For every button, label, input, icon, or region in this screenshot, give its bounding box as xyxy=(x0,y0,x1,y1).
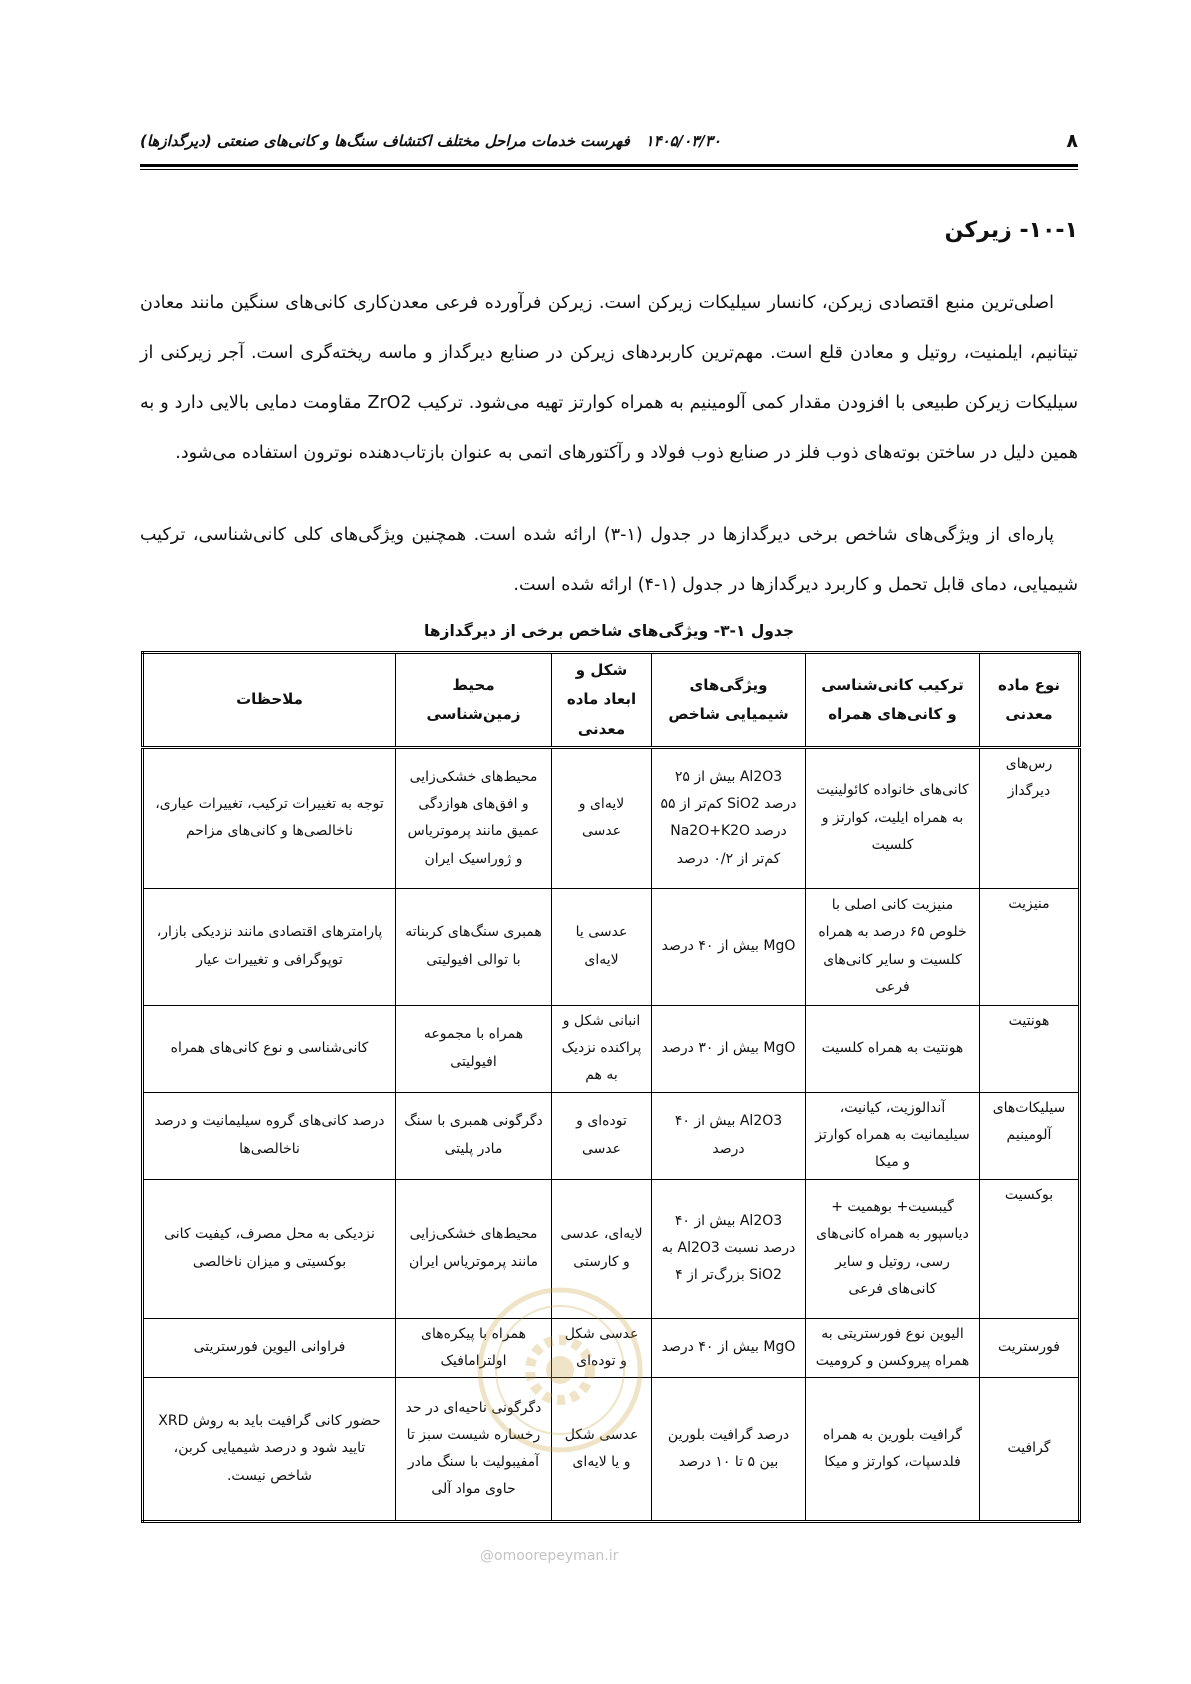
cell-shape: عدسی شکل و یا لایه‌ای xyxy=(552,1378,652,1522)
header-date: ۱۴۰۵/۰۳/۳۰ xyxy=(645,132,721,150)
cell-composition: گیبسیت+ بوهمیت + دیاسپور به همراه کانی‌های رسی، روتیل و سایر کانی‌های فرعی xyxy=(806,1179,980,1318)
table-header-row xyxy=(143,653,1080,748)
table-caption: جدول ۱-۳- ویژگی‌های شاخص برخی از دیرگدازها xyxy=(423,622,795,640)
cell-notes: فراوانی الیوین فورستریتی xyxy=(143,1318,396,1378)
cell-notes: حضور کانی گرافیت باید به روش XRD تایید شود و درصد شیمیایی کربن، شاخص نیست. xyxy=(143,1378,396,1522)
section-title: ۱۰-۱- زیرکن xyxy=(944,218,1078,243)
cell-chemistry: Al2O3 بیش از ۲۵ درصد SiO2 کم‌تر از ۵۵ درصد Na2O+K2O کم‌تر از ۰/۲ درصد xyxy=(652,747,806,888)
cell-composition: منیزیت کانی اصلی با خلوص ۶۵ درصد به همراه کلسیت و سایر کانی‌های فرعی xyxy=(806,888,980,1005)
cell-shape: عدسی شکل و توده‌ای xyxy=(552,1318,652,1378)
cell-composition: الیوین نوع فورستریتی به همراه پیروکسن و کرومیت xyxy=(806,1318,980,1378)
table-row xyxy=(143,1092,1080,1179)
cell-notes: پارامترهای اقتصادی مانند نزدیکی بازار، توپوگرافی و تغییرات عیار xyxy=(143,888,396,1005)
cell-chemistry: Al2O3 بیش از ۴۰ درصد نسبت Al2O3 به SiO2 بزرگ‌تر از ۴ xyxy=(652,1179,806,1318)
cell-mineral: هونتیت xyxy=(980,1005,1080,1092)
header-text xyxy=(140,132,721,150)
header-mineral-type: نوع ماده معدنی xyxy=(980,653,1080,748)
paragraph-table-intro: پاره‌ای از ویژگی‌های شاخص برخی دیرگدازها در جدول (۱-۳) ارائه شده است. همچنین ویژگی‌های کلی کانی‌شناسی، ترکیب شیمیایی، دمای قابل تحمل و کاربرد دیرگدازها در جدول (۱-۴) ارائه شده است. xyxy=(140,525,1078,595)
table-row xyxy=(143,888,1080,1005)
cell-mineral: منیزیت xyxy=(980,888,1080,1005)
cell-mineral: سیلیکات‌های آلومینیم xyxy=(980,1092,1080,1179)
cell-geology: دگرگونی ناحیه‌ای در حد رخساره شیست سبز تا آمفیبولیت با سنگ مادر حاوی مواد آلی xyxy=(396,1378,552,1522)
cell-notes: نزدیکی به محل مصرف، کیفیت کانی بوکسیتی و میزان ناخالصی xyxy=(143,1179,396,1318)
page-number: ۸ xyxy=(1066,130,1078,152)
cell-notes: توجه به تغییرات ترکیب، تغییرات عیاری، ناخالصی‌ها و کانی‌های مزاحم xyxy=(143,747,396,888)
cell-mineral: بوکسیت xyxy=(980,1179,1080,1318)
table-row xyxy=(143,747,1080,888)
cell-mineral: فورستریت xyxy=(980,1318,1080,1378)
header-chemistry: ویژگی‌های شیمیایی شاخص xyxy=(652,653,806,748)
header-notes: ملاحظات xyxy=(143,653,396,748)
refractory-properties-table xyxy=(141,651,1081,1523)
header-rule-thin xyxy=(140,169,1078,170)
cell-mineral: گرافیت xyxy=(980,1378,1080,1522)
header-geology: محیط زمین‌شناسی xyxy=(396,653,552,748)
cell-notes: درصد کانی‌های گروه سیلیمانیت و درصد ناخالصی‌ها xyxy=(143,1092,396,1179)
header-title: فهرست خدمات مراحل مختلف اکتشاف سنگ‌ها و کانی‌های صنعتی (دیرگدازها) xyxy=(140,132,630,150)
table-row xyxy=(143,1318,1080,1378)
cell-geology: محیط‌های خشکی‌زایی مانند پرموتریاس ایران xyxy=(396,1179,552,1318)
cell-chemistry: MgO بیش از ۳۰ درصد xyxy=(652,1005,806,1092)
cell-notes: کانی‌شناسی و نوع کانی‌های همراه xyxy=(143,1005,396,1092)
cell-geology: همراه با مجموعه افیولیتی xyxy=(396,1005,552,1092)
cell-composition: گرافیت بلورین به همراه فلدسپات، کوارتز و میکا xyxy=(806,1378,980,1522)
header-rule-thick xyxy=(140,164,1078,167)
cell-composition: هونتیت به همراه کلسیت xyxy=(806,1005,980,1092)
cell-chemistry: Al2O3 بیش از ۴۰ درصد xyxy=(652,1092,806,1179)
watermark-url: @omoorepeyman.ir xyxy=(480,1548,619,1564)
cell-composition: آندالوزیت، کیانیت، سیلیمانیت به همراه کوارتز و میکا xyxy=(806,1092,980,1179)
cell-chemistry: MgO بیش از ۴۰ درصد xyxy=(652,1318,806,1378)
table-row xyxy=(143,1179,1080,1318)
header-composition: ترکیب کانی‌شناسی و کانی‌های همراه xyxy=(806,653,980,748)
cell-composition: کانی‌های خانواده کائولینیت به همراه ایلیت، کوارتز و کلسیت xyxy=(806,747,980,888)
cell-geology: دگرگونی همبری با سنگ مادر پلیتی xyxy=(396,1092,552,1179)
page-header xyxy=(140,130,1078,166)
paragraph-zircon: اصلی‌ترین منبع اقتصادی زیرکن، کانسار سیلیکات زیرکن است. زیرکن فرآورده فرعی معدن‌کاری کانی‌های سنگین مانند معادن تیتانیم، ایلمنیت، روتیل و معادن قلع است. مهم‌ترین کاربردهای زیرکن در صنایع دیرگداز و ماسه ریخته‌گری است. آجر زیرکنی از سیلیکات زیرکن طبیعی با افزودن مقدار کمی آلومینیم به همراه کوارتز تهیه می‌شود. ترکیب ZrO2 مقاومت دمایی بالایی دارد و به همین دلیل در ساختن بوته‌های ذوب فلز در صنایع ذوب فولاد و رآکتورهای اتمی به عنوان بازتاب‌دهنده نوترون استفاده می‌شود. xyxy=(140,293,1078,463)
table-row xyxy=(143,1378,1080,1522)
cell-geology: محیط‌های خشکی‌زایی و افق‌های هوازدگی عمیق مانند پرموتریاس و ژوراسیک ایران xyxy=(396,747,552,888)
cell-chemistry: MgO بیش از ۴۰ درصد xyxy=(652,888,806,1005)
cell-shape: انبانی شکل و پراکنده نزدیک به هم xyxy=(552,1005,652,1092)
cell-chemistry: درصد گرافیت بلورین بین ۵ تا ۱۰ درصد xyxy=(652,1378,806,1522)
cell-mineral: رس‌های دیرگداز xyxy=(980,747,1080,888)
cell-geology: همراه با پیکره‌های اولترامافیک xyxy=(396,1318,552,1378)
table-row xyxy=(143,1005,1080,1092)
cell-shape: لایه‌ای، عدسی و کارستی xyxy=(552,1179,652,1318)
header-shape: شکل و ابعاد ماده معدنی xyxy=(552,653,652,748)
cell-shape: توده‌ای و عدسی xyxy=(552,1092,652,1179)
cell-shape: عدسی یا لایه‌ای xyxy=(552,888,652,1005)
cell-geology: همبری سنگ‌های کربناته با توالی افیولیتی xyxy=(396,888,552,1005)
cell-shape: لایه‌ای و عدسی xyxy=(552,747,652,888)
